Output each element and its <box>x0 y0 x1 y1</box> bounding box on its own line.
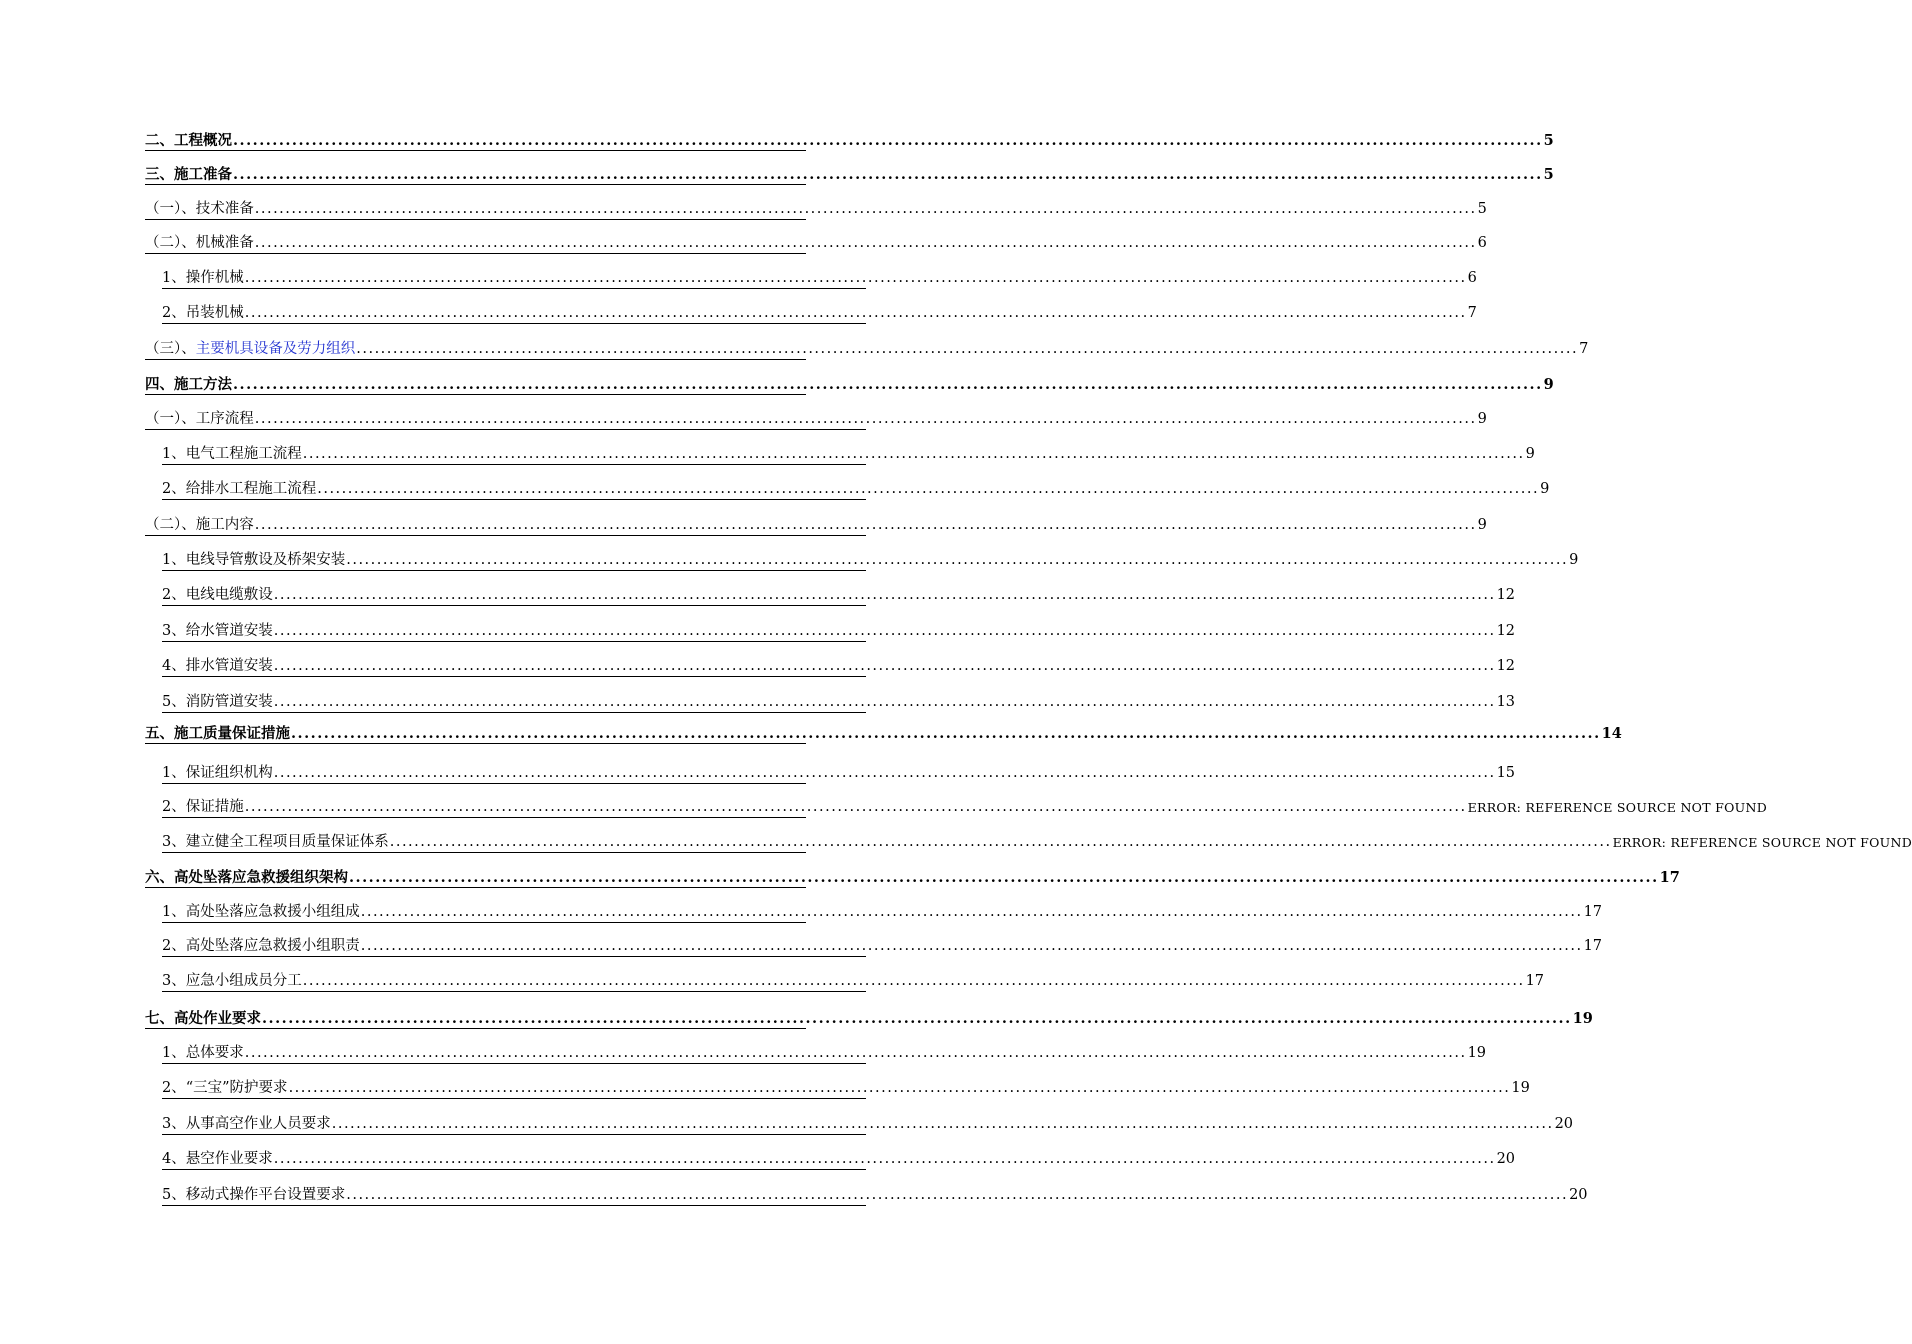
toc-page-number: 9 <box>1477 411 1487 427</box>
dot-leader: ........................................................................................................................................................................................................ <box>346 1187 1569 1203</box>
toc-entry-title: 2、电线电缆敷设 <box>162 587 273 603</box>
toc-entry-title: 1、高处坠落应急救援小组组成 <box>162 904 360 920</box>
toc-page-number: 20 <box>1569 1187 1588 1203</box>
dot-leader: ........................................................................................................................................................................................................ <box>244 799 1467 815</box>
toc-entry-title: 六、高处坠落应急救援组织架构 <box>145 869 348 886</box>
dot-leader: ........................................................................................................................................................................................................ <box>254 201 1477 217</box>
toc-entry[interactable] <box>145 196 1487 220</box>
toc-entry-title: 七、高处作业要求 <box>145 1010 261 1027</box>
dot-leader: ........................................................................................................................................................................................................ <box>244 1045 1467 1061</box>
toc-entry-title: 1、总体要求 <box>162 1045 244 1061</box>
dot-leader: ........................................................................................................................................................................................................ <box>273 694 1496 710</box>
toc-page-number: 19 <box>1572 1010 1593 1027</box>
toc-entry[interactable] <box>162 1075 1530 1099</box>
toc-page-number: 17 <box>1525 973 1545 989</box>
toc-entry-title: 五、施工质量保证措施 <box>145 725 290 742</box>
toc-entry[interactable] <box>145 336 1589 360</box>
toc-entry[interactable] <box>162 1182 1588 1206</box>
toc-entry-title: 2、给排水工程施工流程 <box>162 481 317 497</box>
toc-entry[interactable] <box>162 760 1516 784</box>
toc-entry-title: （二）、施工内容 <box>145 517 254 533</box>
dot-leader: ........................................................................................................................................................................................................ <box>273 587 1496 603</box>
toc-entry-title: 1、电线导管敷设及桥架安装 <box>162 552 346 568</box>
toc-entry[interactable] <box>162 618 1516 642</box>
toc-page-number: 17 <box>1583 904 1603 920</box>
dot-leader: ........................................................................................................................................................................................................ <box>356 341 1579 357</box>
toc-entry-title: 4、排水管道安装 <box>162 658 273 674</box>
toc-page-number: 14 <box>1601 725 1622 742</box>
dot-leader: ........................................................................................................................................................................................................ <box>360 904 1583 920</box>
toc-entry[interactable] <box>162 899 1603 923</box>
dot-leader: ........................................................................................................................................................................................................ <box>360 938 1583 954</box>
toc-entry[interactable] <box>145 1005 1593 1029</box>
toc-page-number: 5 <box>1543 132 1554 149</box>
toc-entry[interactable] <box>145 512 1487 536</box>
toc-entry[interactable] <box>145 161 1554 185</box>
toc-entry-title: 2、高处坠落应急救援小组职责 <box>162 938 360 954</box>
toc-page-number: 19 <box>1467 1045 1487 1061</box>
dot-leader: ........................................................................................................................................................................................................ <box>273 1151 1496 1167</box>
toc-entry-link-text: 主要机具设备及劳力组织 <box>195 341 356 357</box>
dot-leader: ........................................................................................................................................................................................................ <box>288 1080 1511 1096</box>
toc-entry-title: 3、给水管道安装 <box>162 623 273 639</box>
toc-entry[interactable] <box>162 794 1768 818</box>
toc-entry[interactable] <box>145 127 1554 151</box>
dot-leader: ........................................................................................................................................................................................................ <box>233 132 1543 149</box>
toc-page-number: 6 <box>1477 235 1487 251</box>
toc-entry[interactable] <box>145 720 1622 744</box>
toc-entry-title: 5、消防管道安装 <box>162 694 273 710</box>
toc-page-number: ERROR: REFERENCE SOURCE NOT FOUND <box>1467 800 1768 815</box>
toc-page-number: 7 <box>1579 341 1589 357</box>
toc-entry-title: （一）、工序流程 <box>145 411 254 427</box>
dot-leader: ........................................................................................................................................................................................................ <box>244 305 1467 321</box>
dot-leader: ........................................................................................................................................................................................................ <box>302 446 1525 462</box>
toc-page-number: 7 <box>1467 305 1477 321</box>
toc-entry[interactable] <box>162 1111 1574 1135</box>
dot-leader: ........................................................................................................................................................................................................ <box>291 725 1601 742</box>
dot-leader: ........................................................................................................................................................................................................ <box>302 973 1525 989</box>
dot-leader: ........................................................................................................................................................................................................ <box>331 1116 1554 1132</box>
toc-entry[interactable] <box>162 1146 1516 1170</box>
toc-entry-title: （三）、主要机具设备及劳力组织 <box>145 341 356 357</box>
toc-entry-title: （一）、技术准备 <box>145 201 254 217</box>
toc-entry[interactable] <box>145 230 1487 254</box>
toc-page-number: 9 <box>1477 517 1487 533</box>
toc-entry[interactable] <box>162 968 1545 992</box>
toc-page-number: 9 <box>1569 552 1579 568</box>
toc-entry-title: 2、吊装机械 <box>162 305 244 321</box>
toc-page-number: 6 <box>1467 270 1477 286</box>
toc-entry-title: （二）、机械准备 <box>145 235 254 251</box>
toc-entry-title: 2、“三宝”防护要求 <box>162 1080 288 1096</box>
toc-entry[interactable] <box>162 582 1516 606</box>
toc-page-number: 12 <box>1496 587 1516 603</box>
dot-leader: ........................................................................................................................................................................................................ <box>273 765 1496 781</box>
toc-page-number: 13 <box>1496 694 1516 710</box>
dot-leader: ........................................................................................................................................................................................................ <box>273 658 1496 674</box>
toc-entry[interactable] <box>162 829 1912 853</box>
toc-entry[interactable] <box>145 371 1554 395</box>
dot-leader: ........................................................................................................................................................................................................ <box>349 869 1659 886</box>
toc-entry-title: 5、移动式操作平台设置要求 <box>162 1187 346 1203</box>
toc-entry[interactable] <box>162 1040 1487 1064</box>
toc-entry-title: 1、操作机械 <box>162 270 244 286</box>
toc-entry-title: 三、施工准备 <box>145 166 232 183</box>
toc-page-number: 19 <box>1511 1080 1530 1096</box>
dot-leader: ........................................................................................................................................................................................................ <box>244 270 1467 286</box>
toc-entry[interactable] <box>145 406 1487 430</box>
toc-entry-title: 1、保证组织机构 <box>162 765 273 781</box>
toc-entry[interactable] <box>162 547 1579 571</box>
toc-entry[interactable] <box>162 689 1516 713</box>
toc-page-number: 9 <box>1543 376 1554 393</box>
dot-leader: ........................................................................................................................................................................................................ <box>233 376 1543 393</box>
toc-entry-title: 4、悬空作业要求 <box>162 1151 273 1167</box>
toc-page-number: 9 <box>1525 446 1535 462</box>
toc-entry-title: 2、保证措施 <box>162 799 244 815</box>
dot-leader: ........................................................................................................................................................................................................ <box>254 411 1477 427</box>
dot-leader: ........................................................................................................................................................................................................ <box>254 235 1477 251</box>
toc-page-number: 12 <box>1496 658 1516 674</box>
toc-entry[interactable] <box>162 300 1477 324</box>
dot-leader: ........................................................................................................................................................................................................ <box>273 623 1496 639</box>
toc-page-number: 15 <box>1496 765 1516 781</box>
toc-page-number: 12 <box>1496 623 1516 639</box>
toc-entry[interactable] <box>145 864 1680 888</box>
toc-entry[interactable] <box>162 476 1550 500</box>
dot-leader: ........................................................................................................................................................................................................ <box>233 166 1543 183</box>
toc-entry-title: 1、电气工程施工流程 <box>162 446 302 462</box>
toc-page-number: 17 <box>1583 938 1603 954</box>
toc-entry-title: 3、建立健全工程项目质量保证体系 <box>162 834 389 850</box>
toc-entry-title: 四、施工方法 <box>145 376 232 393</box>
toc-entry[interactable] <box>162 441 1535 465</box>
dot-leader: ........................................................................................................................................................................................................ <box>389 834 1612 850</box>
dot-leader: ........................................................................................................................................................................................................ <box>346 552 1569 568</box>
dot-leader: ........................................................................................................................................................................................................ <box>317 481 1540 497</box>
toc-entry-title: 二、工程概况 <box>145 132 232 149</box>
dot-leader: ........................................................................................................................................................................................................ <box>254 517 1477 533</box>
toc-page-number: 20 <box>1496 1151 1516 1167</box>
toc-entry[interactable] <box>162 933 1603 957</box>
toc-entry[interactable] <box>162 265 1477 289</box>
toc-entry-title: 3、从事高空作业人员要求 <box>162 1116 331 1132</box>
toc-page-number: 9 <box>1540 481 1550 497</box>
toc-page-number: 17 <box>1659 869 1680 886</box>
toc-page-number: 5 <box>1543 166 1554 183</box>
toc-page-number: ERROR: REFERENCE SOURCE NOT FOUND <box>1612 835 1912 850</box>
toc-entry-title: 3、应急小组成员分工 <box>162 973 302 989</box>
toc-page-number: 20 <box>1554 1116 1574 1132</box>
dot-leader: ........................................................................................................................................................................................................ <box>262 1010 1572 1027</box>
toc-page-number: 5 <box>1477 201 1487 217</box>
toc-entry[interactable] <box>162 653 1516 677</box>
